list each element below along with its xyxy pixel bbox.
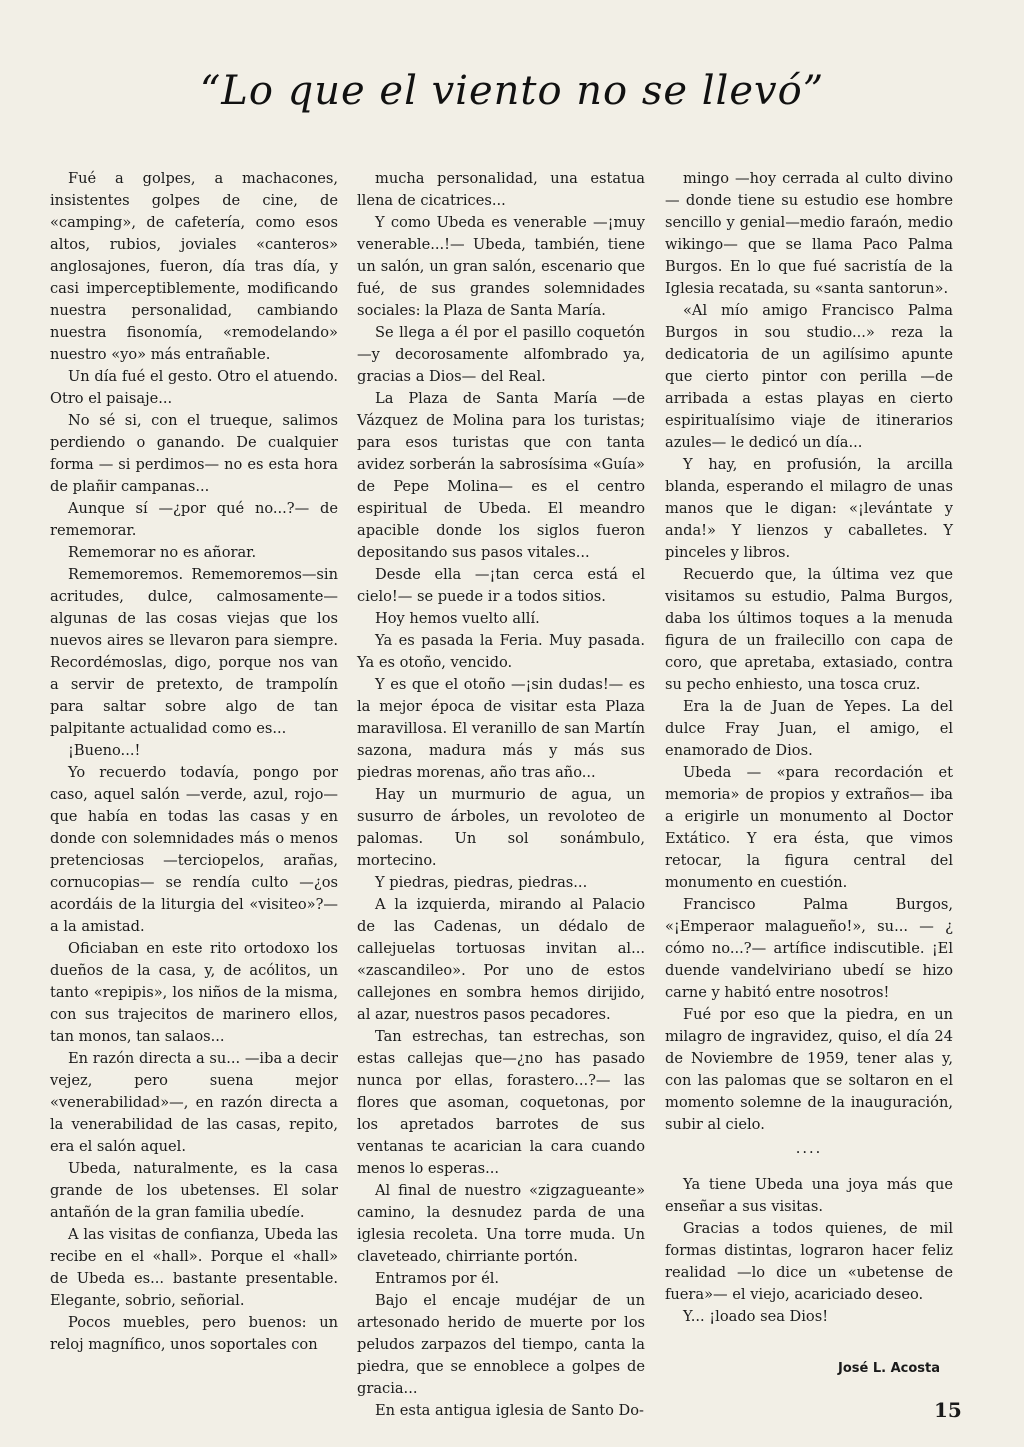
paragraph: Gracias a todos quienes, de mil formas distintas, lograron hacer feliz realidad —lo dice un «ubetense de fuera»— el viejo, acariciado deseo. [665,1220,953,1303]
paragraph: Recuerdo que, la última vez que visitamos su estudio, Palma Burgos, daba los últimos toques a la menuda figura de un frailecillo con capa de coro, que apretaba, extasiado, contra su pecho enhiesto, una tosca cruz. [665,566,953,693]
paragraph: Francisco Palma Burgos, «¡Emperaor malagueño!», su... — ¿ cómo no...?— artífice indiscutible. ¡El duende vandelviriano ubedí se hizo carne y habitó entre nosotros! [665,896,953,1001]
paragraph: Bajo el encaje mudéjar de un artesonado herido de muerte por los peludos zarpazos del tiempo, canta la piedra, que se ennoblece a golpes de gracia... [357,1292,645,1397]
paragraph: Yo recuerdo todavía, pongo por caso, aquel salón —verde, azul, rojo— que había en todas las casas y en donde con solemnidades más o menos pretenciosas —terciopelos, arañas, cornucopias— se rendía culto —¿os acordáis de la liturgia del «visiteo»?— a la amistad. [50,764,338,935]
paragraph: Fué por eso que la piedra, en un milagro de ingravidez, quiso, el día 24 de Noviembre de 1959, tener alas y, con las palomas que se soltaron en el momento solemne de la inauguración, subir al cielo. [665,1006,953,1133]
paragraph: La Plaza de Santa María —de Vázquez de Molina para los turistas; para esos turistas que con tanta avidez sorberán la sabrosísima «Guía» de Pepe Molina— es el centro espiritual de Ubeda. El meandro apacible donde los siglos fueron depositando sus pasos vitales... [357,390,645,561]
paragraph: Hay un murmurio de agua, un susurro de árboles, un revoloteo de palomas. Un sol sonámbulo, mortecino. [357,786,645,869]
paragraph: En esta antigua iglesia de Santo Do- [375,1402,644,1419]
section-separator: .... [795,1140,823,1157]
paragraph: Rememorar no es añorar. [68,544,257,561]
paragraph: Aunque sí —¿por qué no...?— de rememorar. [50,500,338,539]
paragraph: Al final de nuestro «zigzagueante» camino, la desnudez parda de una iglesia recoleta. Una torre muda. Un claveteado, chirriante portón. [357,1182,645,1265]
paragraph: Hoy hemos vuelto allí. [375,610,540,627]
paragraph: Y como Ubeda es venerable —¡muy venerable...!— Ubeda, también, tiene un salón, un gran salón, escenario que fué, de sus grandes solemnidades sociales: la Plaza de Santa María. [357,214,645,319]
paragraph: Tan estrechas, tan estrechas, son estas callejas que—¿no has pasado nunca por ellas, forastero...?— las flores que asoman, coquetonas, por los apretados barrotes de sus ventanas te acarician la cara cuando menos lo esperas... [357,1028,645,1177]
author-signature: José L. Acosta [838,1361,941,1376]
paragraph: Pocos muebles, pero buenos: un reloj magnífico, unos soportales con [50,1314,338,1353]
text-column-1 [50,168,338,1356]
paragraph: Se llega a él por el pasillo coquetón —y decorosamente alfombrado ya, gracias a Dios— del Real. [357,324,645,385]
paragraph: Rememoremos. Rememoremos—sin acritudes, dulce, calmosamente— algunas de las cosas viejas que los nuevos aires se llevaron para siempre. Recordémoslas, digo, porque nos van a servir de pretexto, de trampolín para saltar sobre algo de tan palpitante actualidad como es... [50,566,338,737]
paragraph: mingo —hoy cerrada al culto divino— donde tiene su estudio ese hombre sencillo y genial—medio faraón, medio wikingo— que se llama Paco Palma Burgos. En lo que fué sacristía de la Iglesia recatada, su «santa santorun». [665,170,953,297]
paragraph: «Al mío amigo Francisco Palma Burgos in sou studio...» reza la dedicatoria de un agilísimo apunte que cierto pintor con perilla —de arribada a estas playas en cierto espiritualísimo viaje de itinerarios azules— le dedicó un día... [665,302,953,451]
paragraph: ¡Bueno...! [68,742,141,759]
paragraph: Desde ella —¡tan cerca está el cielo!— se puede ir a todos sitios. [357,566,645,605]
paragraph: Fué a golpes, a machacones, insistentes golpes de cine, de «camping», de cafetería, como esos altos, rubios, joviales «canteros» anglosajones, fueron, día tras día, y casi imperceptiblemente, modificando nuestra personalidad, cambiando nuestra fisonomía, «remodelando» nuestro «yo» más entrañable. [50,170,338,363]
paragraph: Oficiaban en este rito ortodoxo los dueños de la casa, y, de acólitos, un tanto «repipis», los niños de la misma, con sus trajecitos de marinero ellos, tan monos, tan salaos... [50,940,338,1045]
page-number: 15 [934,1398,962,1422]
article-title: “Lo que el viento no se llevó” [199,68,825,114]
paragraph: No sé si, con el trueque, salimos perdiendo o ganando. De cualquier forma — si perdimos— no es esta hora de plañir campanas... [50,412,338,495]
paragraph: Y... ¡loado sea Dios! [683,1308,829,1325]
paragraph: Y hay, en profusión, la arcilla blanda, esperando el milagro de unas manos que le digan: «¡levántate y anda!» Y lienzos y caballetes. Y pinceles y libros. [665,456,953,561]
text-column-3 [665,168,953,1328]
paragraph: A las visitas de confianza, Ubeda las recibe en el «hall». Porque el «hall» de Ubeda es... bastante presentable. Elegante, sobrio, señorial. [50,1226,338,1309]
paragraph: Y piedras, piedras, piedras... [375,874,588,891]
paragraph: Ya tiene Ubeda una joya más que enseñar a sus visitas. [665,1176,953,1215]
paragraph: En razón directa a su... —iba a decir vejez, pero suena mejor «venerabilidad»—, en razón directa a la venerabilidad de las casas, repito, era el salón aquel. [50,1050,338,1155]
paragraph: mucha personalidad, una estatua llena de cicatrices... [357,170,645,209]
paragraph: Y es que el otoño —¡sin dudas!— es la mejor época de visitar esta Plaza maravillosa. El veranillo de san Martín sazona, madura más y más sus piedras morenas, año tras año... [357,676,645,781]
text-column-2 [357,168,645,1422]
paragraph: Era la de Juan de Yepes. La del dulce Fray Juan, el amigo, el enamorado de Dios. [665,698,953,759]
paragraph: A la izquierda, mirando al Palacio de las Cadenas, un dédalo de callejuelas tortuosas invitan al... «zascandileo». Por uno de estos callejones en sombra hemos dirijido, al azar, nuestros pasos pecadores. [357,896,645,1023]
paragraph: Ya es pasada la Feria. Muy pasada. Ya es otoño, vencido. [357,632,645,671]
paragraph: Un día fué el gesto. Otro el atuendo. Otro el paisaje... [50,368,338,407]
paragraph: Ubeda — «para recordación et memoria» de propios y extraños— iba a erigirle un monumento al Doctor Extático. Y era ésta, que vimos retocar, la figura central del monumento en cuestión. [665,764,953,891]
paragraph: Ubeda, naturalmente, es la casa grande de los ubetenses. El solar antañón de la gran familia ubedíe. [50,1160,338,1221]
paragraph: Entramos por él. [375,1270,500,1287]
